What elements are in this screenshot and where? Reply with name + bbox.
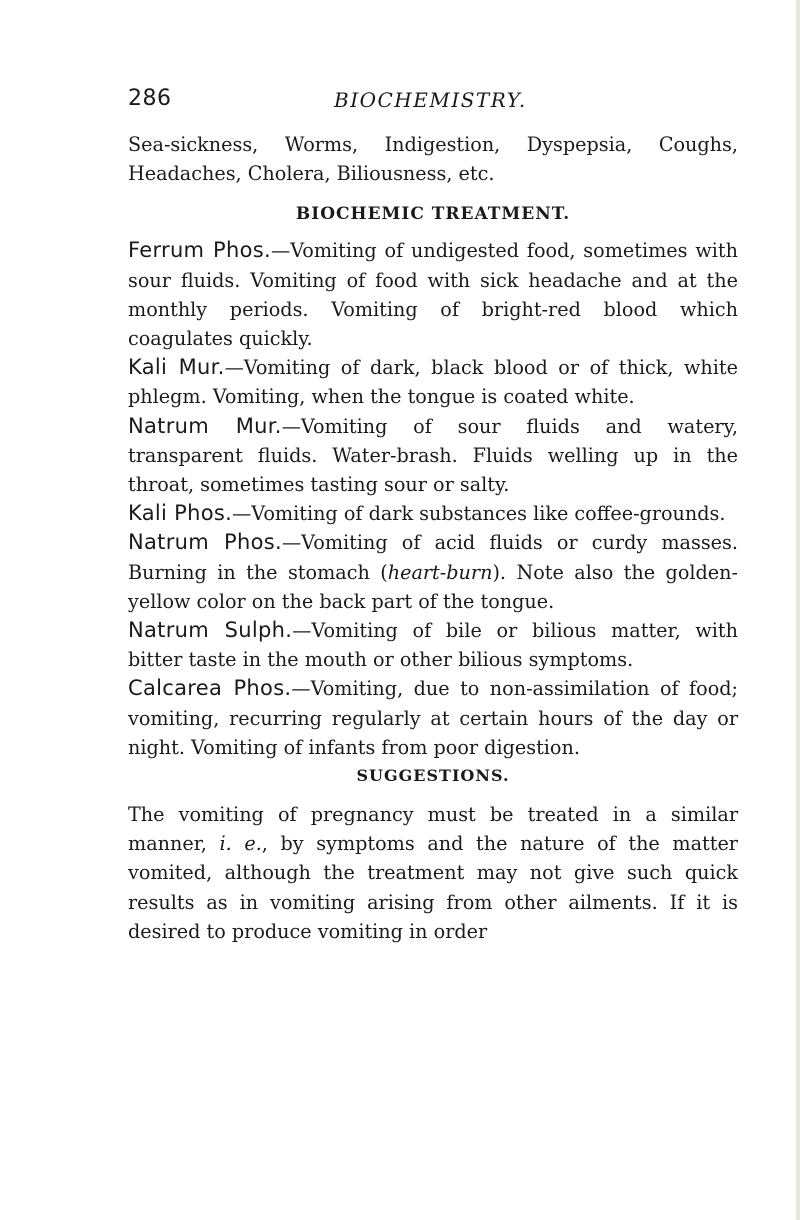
remedy-name: Calcarea Phos. [128,676,292,701]
remedy-text: —Vomiting of sour fluids and watery, transparent fluids. Water-brash. Fluids welling up in the throat, sometimes tasting sour or salty. [128,414,738,497]
remedy-term: heart-burn [387,560,493,584]
remedy-natrum-mur [128,412,738,500]
suggestions-text-end: , by symptoms and the nature of the matter vomited, although the treatment may not give such quick results as in vomiting arising from other ailments. If it is desired to produce vomiting in order [128,832,738,943]
intro-paragraph: Sea-sickness, Worms, Indigestion, Dyspepsia, Coughs, Headaches, Cholera, Biliousness, etc. [128,133,738,186]
remedy-text: —Vomiting of undigested food, sometimes with sour fluids. Vomiting of food with sick headache and at the monthly periods. Vomiting of bright-red blood which coagulates quickly. [128,239,738,351]
suggestions-paragraph [128,800,738,946]
page-number: 286 [128,86,172,111]
suggestions-heading: SUGGESTIONS. [356,766,510,786]
remedy-text: —Vomiting of dark, black blood or of thick, white phlegm. Vomiting, when the tongue is coated white. [128,356,738,409]
treatment-heading: BIOCHEMIC TREATMENT. [295,204,571,225]
remedy-calcarea-phos [128,674,738,762]
remedy-natrum-phos [128,528,738,616]
remedy-text-end: ). Note also the golden-yellow color on the back part of the tongue. [128,560,738,613]
remedy-name: Kali Mur. [128,355,225,380]
book-page [128,86,738,946]
remedy-name: Natrum Sulph. [128,618,293,643]
running-head [128,86,738,120]
remedy-natrum-sulph [128,616,738,674]
remedy-name: Kali Phos. [128,501,233,526]
remedy-text: —Vomiting of acid fluids or curdy masses. Burning in the stomach ( [128,531,738,584]
page-edge [796,0,800,1220]
remedy-text: —Vomiting, due to non-assimilation of food; vomiting, recurring regularly at certain hours of the day or night. Vomiting of infants from poor digestion. [128,677,738,759]
remedy-kali-phos [128,499,738,528]
remedy-name: Ferrum Phos. [128,238,271,263]
remedy-ferrum-phos [128,236,738,353]
running-title: BIOCHEMISTRY. [334,88,527,112]
remedy-name: Natrum Mur. [128,413,282,438]
remedy-name: Natrum Phos. [128,530,282,555]
remedy-text: —Vomiting of bile or bilious matter, with bitter taste in the mouth or other bilious symptoms. [128,619,739,672]
suggestions-text: The vomiting of pregnancy must be treated in a similar manner, [128,803,738,856]
suggestions-term: i. e. [219,832,262,856]
remedy-kali-mur [128,353,738,411]
remedy-text: —Vomiting of dark substances like coffee-grounds. [232,502,726,526]
